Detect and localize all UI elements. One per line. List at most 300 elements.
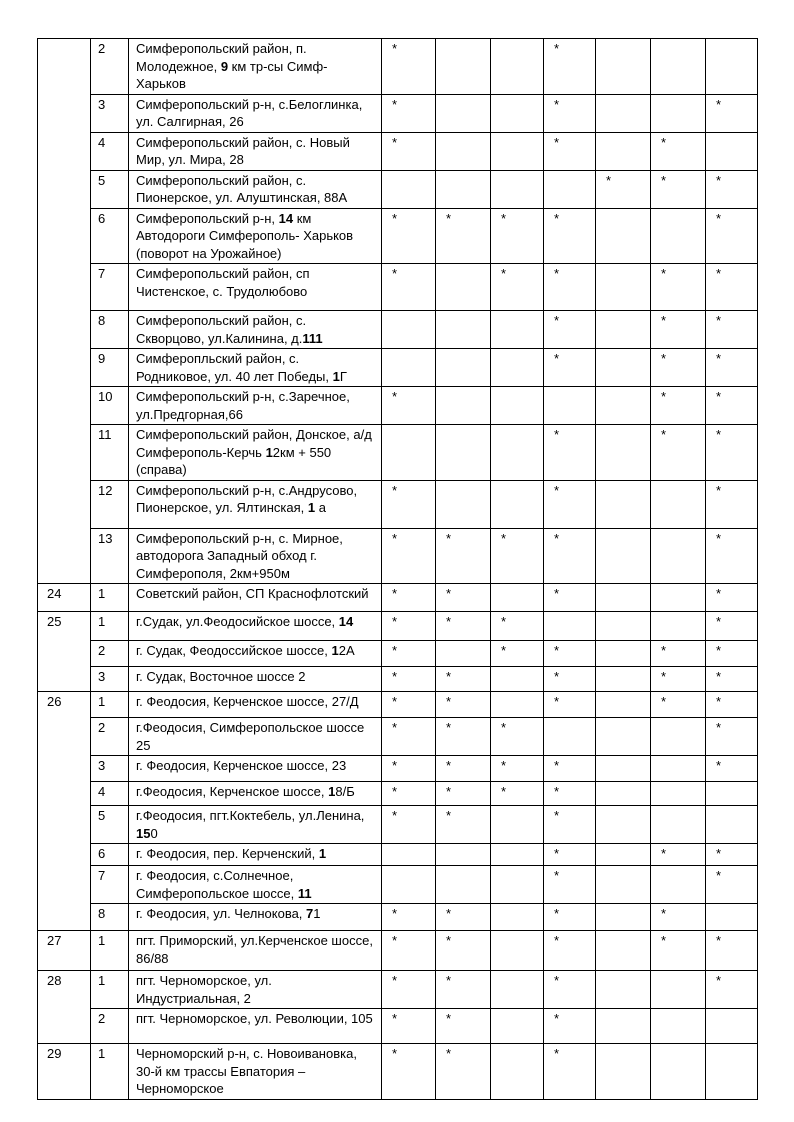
address-cell	[129, 39, 382, 95]
address-cell	[129, 480, 382, 528]
mark-cell	[596, 132, 651, 170]
mark-cell	[544, 718, 596, 756]
mark-cell	[596, 387, 651, 425]
item-number-cell: 12	[91, 480, 129, 528]
mark-cell: *	[651, 425, 706, 481]
mark-cell: *	[706, 311, 758, 349]
mark-cell: *	[436, 1009, 491, 1044]
mark-cell: *	[382, 480, 436, 528]
mark-cell: *	[544, 39, 596, 95]
mark-cell: *	[651, 692, 706, 718]
mark-cell: *	[436, 1044, 491, 1100]
mark-cell: *	[544, 641, 596, 667]
address-text: Симферопольский район, п. Молодежное,	[136, 41, 307, 74]
group-number-cell	[38, 39, 91, 584]
mark-cell: *	[491, 641, 544, 667]
address-text: 2А	[338, 643, 355, 658]
mark-cell: *	[382, 584, 436, 612]
address-text: Симферопольский район, Донское, а/д Симферополь-Керчь	[136, 427, 372, 460]
table-row	[38, 264, 758, 311]
address-text: 1	[313, 906, 321, 921]
table-row	[38, 844, 758, 866]
group-number-cell: 25	[38, 612, 91, 692]
address-cell	[129, 94, 382, 132]
mark-cell: *	[544, 425, 596, 481]
mark-cell	[706, 1044, 758, 1100]
mark-cell	[651, 971, 706, 1009]
mark-cell: *	[706, 718, 758, 756]
address-cell	[129, 866, 382, 904]
mark-cell: *	[544, 667, 596, 692]
address-cell	[129, 311, 382, 349]
item-number-cell: 2	[91, 718, 129, 756]
mark-cell: *	[544, 866, 596, 904]
mark-cell: *	[436, 782, 491, 806]
mark-cell	[651, 584, 706, 612]
address-text: пгт. Черноморское, ул. Революции, 105	[136, 1011, 373, 1026]
mark-cell: *	[382, 904, 436, 931]
table-row	[38, 931, 758, 971]
mark-cell	[491, 584, 544, 612]
mark-cell: *	[651, 311, 706, 349]
address-text: Советский район, СП Краснофлотский	[136, 586, 369, 601]
address-text: г. Феодосия, Керченское шоссе, 23	[136, 758, 347, 773]
mark-cell	[596, 584, 651, 612]
mark-cell	[596, 931, 651, 971]
item-number-cell: 3	[91, 667, 129, 692]
mark-cell: *	[382, 971, 436, 1009]
mark-cell: *	[651, 387, 706, 425]
item-number-cell: 7	[91, 866, 129, 904]
mark-cell	[651, 94, 706, 132]
table-row	[38, 1009, 758, 1044]
address-bold-text: 9	[220, 58, 229, 74]
mark-cell: *	[382, 806, 436, 844]
mark-cell	[436, 132, 491, 170]
mark-cell	[596, 349, 651, 387]
address-bold-text: 1	[318, 846, 327, 861]
mark-cell	[436, 425, 491, 481]
mark-cell	[436, 866, 491, 904]
mark-cell: *	[651, 667, 706, 692]
mark-cell	[651, 866, 706, 904]
mark-cell: *	[706, 844, 758, 866]
table-row	[38, 1044, 758, 1100]
table-row	[38, 866, 758, 904]
mark-cell: *	[706, 612, 758, 641]
table-row	[38, 806, 758, 844]
mark-cell: *	[382, 718, 436, 756]
mark-cell: *	[544, 692, 596, 718]
table-row	[38, 756, 758, 782]
item-number-cell: 1	[91, 931, 129, 971]
item-number-cell: 1	[91, 971, 129, 1009]
mark-cell	[596, 904, 651, 931]
mark-cell	[491, 387, 544, 425]
mark-cell	[436, 349, 491, 387]
mark-cell	[382, 170, 436, 208]
mark-cell	[382, 866, 436, 904]
mark-cell: *	[544, 904, 596, 931]
address-cell	[129, 667, 382, 692]
item-number-cell: 4	[91, 132, 129, 170]
address-cell	[129, 208, 382, 264]
mark-cell: *	[436, 756, 491, 782]
address-text: Симферопольский р-н, с.Белоглинка, ул. Салгирная, 26	[136, 96, 363, 129]
mark-cell	[491, 667, 544, 692]
address-cell	[129, 1009, 382, 1044]
mark-cell	[491, 170, 544, 208]
mark-cell: *	[382, 1009, 436, 1044]
address-bold-text: 1	[331, 643, 339, 658]
item-number-cell: 3	[91, 94, 129, 132]
table-row	[38, 612, 758, 641]
mark-cell: *	[382, 612, 436, 641]
mark-cell: *	[706, 170, 758, 208]
mark-cell: *	[436, 718, 491, 756]
address-cell	[129, 692, 382, 718]
mark-cell: *	[651, 264, 706, 311]
item-number-cell: 1	[91, 692, 129, 718]
address-text: Симферопльский район, с. Родниковое, ул. 40 лет Победы,	[136, 351, 333, 384]
address-text: км тр-сы Симф-Харьков	[136, 58, 328, 91]
mark-cell: *	[544, 264, 596, 311]
mark-cell	[596, 1009, 651, 1044]
mark-cell: *	[382, 264, 436, 311]
address-bold-text: 14	[338, 614, 354, 629]
mark-cell: *	[706, 425, 758, 481]
mark-cell	[544, 387, 596, 425]
mark-cell	[596, 311, 651, 349]
mark-cell	[706, 782, 758, 806]
address-text: Симферопольский р-н, с.Заречное, ул.Предгорная,66	[136, 389, 350, 422]
mark-cell: *	[706, 756, 758, 782]
mark-cell: *	[544, 349, 596, 387]
address-bold-text: 1	[332, 368, 340, 384]
mark-cell: *	[651, 904, 706, 931]
group-number-cell: 27	[38, 931, 91, 971]
mark-cell: *	[382, 641, 436, 667]
item-number-cell: 3	[91, 756, 129, 782]
item-number-cell: 5	[91, 806, 129, 844]
mark-cell	[651, 208, 706, 264]
mark-cell	[596, 844, 651, 866]
mark-cell	[706, 1009, 758, 1044]
mark-cell: *	[436, 208, 491, 264]
mark-cell	[706, 904, 758, 931]
address-text: г. Феодосия, ул. Челнокова,	[136, 906, 307, 921]
mark-cell	[651, 39, 706, 95]
address-text: Симферопольский р-н,	[136, 210, 279, 226]
address-cell	[129, 641, 382, 667]
mark-cell: *	[382, 132, 436, 170]
mark-cell: *	[544, 480, 596, 528]
group-number-cell: 29	[38, 1044, 91, 1100]
address-cell	[129, 584, 382, 612]
mark-cell	[651, 612, 706, 641]
address-cell	[129, 132, 382, 170]
table-row	[38, 387, 758, 425]
mark-cell: *	[491, 612, 544, 641]
mark-cell: *	[706, 641, 758, 667]
mark-cell	[596, 208, 651, 264]
address-text: Симферопольский район, сп Чистенское, с. Трудолюбово	[136, 266, 310, 299]
mark-cell	[651, 1044, 706, 1100]
address-bold-text: 15	[136, 825, 151, 841]
mark-cell: *	[706, 208, 758, 264]
mark-cell	[491, 1044, 544, 1100]
mark-cell: *	[436, 904, 491, 931]
mark-cell: *	[544, 782, 596, 806]
mark-cell: *	[544, 756, 596, 782]
mark-cell	[544, 170, 596, 208]
mark-cell: *	[706, 349, 758, 387]
mark-cell	[491, 311, 544, 349]
table-row	[38, 349, 758, 387]
address-text: г. Феодосия, Керченское шоссе, 27/Д	[136, 694, 359, 709]
mark-cell	[491, 132, 544, 170]
address-cell	[129, 1044, 382, 1100]
table-row	[38, 584, 758, 612]
mark-cell: *	[706, 584, 758, 612]
address-text: г. Феодосия, с.Солнечное, Симферопольское шоссе,	[136, 868, 298, 901]
mark-cell: *	[544, 806, 596, 844]
mark-cell	[436, 480, 491, 528]
mark-cell: *	[382, 756, 436, 782]
group-number-cell: 24	[38, 584, 91, 612]
mark-cell: *	[651, 844, 706, 866]
mark-cell: *	[491, 782, 544, 806]
address-cell	[129, 264, 382, 311]
mark-cell: *	[544, 971, 596, 1009]
mark-cell	[436, 387, 491, 425]
mark-cell: *	[651, 931, 706, 971]
mark-cell: *	[706, 387, 758, 425]
address-bold-text: 1	[307, 500, 316, 515]
mark-cell: *	[706, 480, 758, 528]
mark-cell: *	[436, 528, 491, 584]
mark-cell	[436, 170, 491, 208]
mark-cell: *	[491, 264, 544, 311]
mark-cell	[596, 692, 651, 718]
item-number-cell: 5	[91, 170, 129, 208]
address-text: г.Судак, ул.Феодосийское шоссе,	[136, 614, 339, 629]
item-number-cell: 7	[91, 264, 129, 311]
address-text: г. Судак, Восточное шоссе 2	[136, 669, 306, 684]
mark-cell	[491, 971, 544, 1009]
mark-cell: *	[436, 806, 491, 844]
mark-cell: *	[651, 132, 706, 170]
address-text: г.Феодосия, Симферопольское шоссе 25	[136, 720, 365, 753]
mark-cell	[651, 782, 706, 806]
address-text: г. Феодосия, пер. Керченский,	[136, 846, 319, 861]
mark-cell	[596, 718, 651, 756]
address-cell	[129, 971, 382, 1009]
address-text: 0	[150, 825, 158, 841]
mark-cell	[596, 641, 651, 667]
mark-cell: *	[436, 612, 491, 641]
mark-cell: *	[544, 1044, 596, 1100]
mark-cell: *	[596, 170, 651, 208]
mark-cell	[491, 480, 544, 528]
address-bold-text: 1	[265, 444, 273, 460]
mark-cell: *	[382, 1044, 436, 1100]
address-bold-text: 1	[328, 784, 336, 799]
address-cell	[129, 387, 382, 425]
item-number-cell: 6	[91, 844, 129, 866]
item-number-cell: 1	[91, 1044, 129, 1100]
mark-cell: *	[544, 94, 596, 132]
address-bold-text: 14	[278, 210, 294, 226]
mark-cell: *	[382, 387, 436, 425]
mark-cell	[706, 132, 758, 170]
address-cell	[129, 170, 382, 208]
item-number-cell: 11	[91, 425, 129, 481]
address-cell	[129, 844, 382, 866]
address-text: Г	[339, 368, 347, 384]
mark-cell	[596, 866, 651, 904]
address-bold-text: 11	[297, 885, 312, 901]
mark-cell: *	[382, 667, 436, 692]
mark-cell: *	[544, 208, 596, 264]
mark-cell	[596, 756, 651, 782]
mark-cell	[596, 480, 651, 528]
table-row	[38, 904, 758, 931]
address-cell	[129, 349, 382, 387]
item-number-cell: 2	[91, 1009, 129, 1044]
item-number-cell: 1	[91, 584, 129, 612]
mark-cell: *	[382, 39, 436, 95]
mark-cell	[596, 612, 651, 641]
mark-cell	[382, 844, 436, 866]
mark-cell: *	[651, 170, 706, 208]
mark-cell	[596, 425, 651, 481]
mark-cell	[491, 94, 544, 132]
mark-cell	[491, 931, 544, 971]
item-number-cell: 8	[91, 311, 129, 349]
mark-cell: *	[491, 756, 544, 782]
group-number-cell: 26	[38, 692, 91, 931]
mark-cell	[382, 349, 436, 387]
address-cell	[129, 756, 382, 782]
mark-cell	[491, 692, 544, 718]
mark-cell: *	[491, 718, 544, 756]
table-row	[38, 39, 758, 95]
item-number-cell: 10	[91, 387, 129, 425]
table-row	[38, 971, 758, 1009]
mark-cell	[491, 844, 544, 866]
mark-cell	[596, 94, 651, 132]
mark-cell	[596, 1044, 651, 1100]
mark-cell: *	[382, 782, 436, 806]
mark-cell	[382, 311, 436, 349]
mark-cell	[706, 806, 758, 844]
mark-cell	[491, 349, 544, 387]
mark-cell: *	[544, 931, 596, 971]
mark-cell: *	[706, 667, 758, 692]
mark-cell	[491, 1009, 544, 1044]
address-text: а	[315, 500, 326, 515]
item-number-cell: 2	[91, 641, 129, 667]
mark-cell: *	[706, 931, 758, 971]
table-row	[38, 425, 758, 481]
mark-cell	[491, 425, 544, 481]
item-number-cell: 13	[91, 528, 129, 584]
table-row	[38, 692, 758, 718]
address-text: г.Феодосия, Керченское шоссе,	[136, 784, 329, 799]
mark-cell	[651, 1009, 706, 1044]
mark-cell: *	[706, 971, 758, 1009]
table-row	[38, 641, 758, 667]
mark-cell: *	[544, 132, 596, 170]
item-number-cell: 2	[91, 39, 129, 95]
mark-cell: *	[706, 692, 758, 718]
address-text: Симферопольский район, с. Пионерское, ул. Алуштинская, 88А	[136, 172, 348, 205]
table-row	[38, 718, 758, 756]
table-row	[38, 170, 758, 208]
mark-cell: *	[382, 208, 436, 264]
mark-cell: *	[544, 844, 596, 866]
table-row	[38, 782, 758, 806]
mark-cell	[651, 718, 706, 756]
address-text: Симферопольский р-н, с. Мирное, автодорога Западный обход г. Симферополя, 2км+950м	[136, 530, 343, 581]
address-text: Симферопольский район, с. Новый Мир, ул. Мира, 28	[136, 134, 350, 167]
item-number-cell: 4	[91, 782, 129, 806]
mark-cell	[596, 264, 651, 311]
mark-cell: *	[382, 94, 436, 132]
mark-cell	[436, 94, 491, 132]
mark-cell: *	[491, 208, 544, 264]
mark-cell	[544, 612, 596, 641]
mark-cell	[651, 806, 706, 844]
mark-cell: *	[436, 971, 491, 1009]
address-text: г. Судак, Феодоссийское шоссе,	[136, 643, 332, 658]
mark-cell	[436, 311, 491, 349]
address-cell	[129, 718, 382, 756]
mark-cell: *	[544, 311, 596, 349]
mark-cell	[596, 782, 651, 806]
mark-cell	[596, 667, 651, 692]
table-row	[38, 208, 758, 264]
mark-cell	[706, 39, 758, 95]
address-cell	[129, 425, 382, 481]
address-text: 8/Б	[335, 784, 355, 799]
item-number-cell: 9	[91, 349, 129, 387]
mark-cell: *	[544, 584, 596, 612]
mark-cell: *	[544, 528, 596, 584]
mark-cell	[651, 756, 706, 782]
mark-cell: *	[436, 667, 491, 692]
table-row	[38, 480, 758, 528]
address-text: км Автодороги Симферополь- Харьков (поворот на Урожайное)	[136, 210, 354, 261]
mark-cell	[596, 971, 651, 1009]
mark-cell	[491, 806, 544, 844]
mark-cell	[382, 425, 436, 481]
mark-cell: *	[436, 931, 491, 971]
address-text: г.Феодосия, пгт.Коктебель, ул.Ленина,	[136, 808, 365, 823]
mark-cell	[596, 39, 651, 95]
mark-cell: *	[706, 866, 758, 904]
mark-cell: *	[382, 931, 436, 971]
mark-cell: *	[706, 528, 758, 584]
mark-cell	[596, 806, 651, 844]
mark-cell: *	[706, 94, 758, 132]
mark-cell: *	[651, 641, 706, 667]
address-text: пгт. Приморский, ул.Керченское шоссе, 86/88	[136, 933, 373, 966]
mark-cell	[436, 844, 491, 866]
mark-cell	[491, 866, 544, 904]
group-number-cell: 28	[38, 971, 91, 1044]
